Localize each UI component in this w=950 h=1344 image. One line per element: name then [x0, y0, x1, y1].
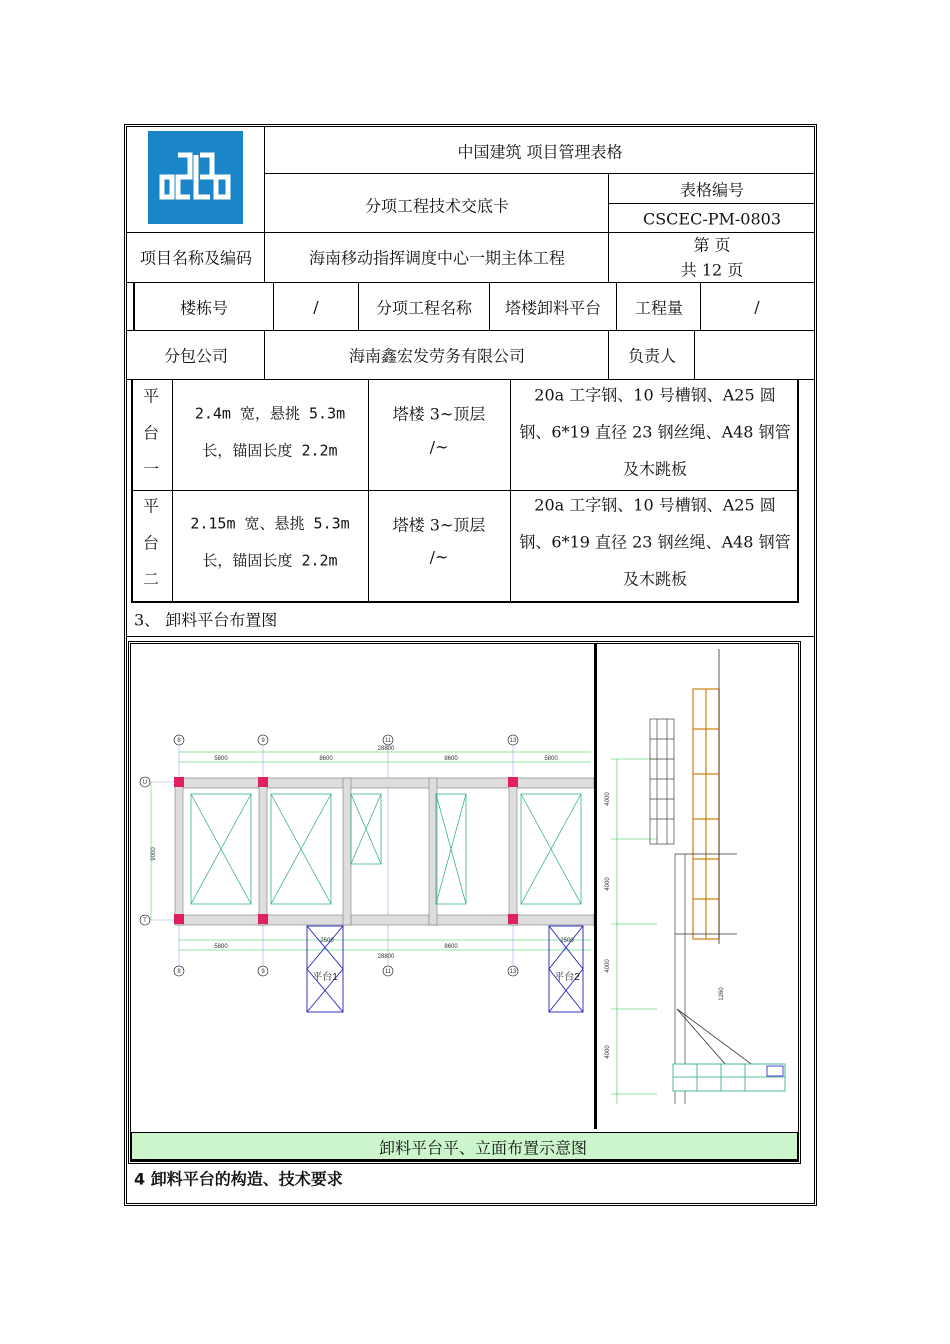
platform1-name-char1: 平: [142, 386, 160, 406]
dim-top-3: 8600: [444, 756, 458, 762]
elevation-drawing: [597, 644, 798, 1129]
card-title: 分项工程技术交底卡: [364, 196, 510, 216]
platform1-materials-line1: 20a 工字钢、10 号槽钢、A25 圆: [534, 385, 776, 405]
platform2-size-line2: 长，锚固长度 2.2m: [202, 551, 338, 570]
section4-title: 4 卸料平台的构造、技术要求: [134, 1169, 343, 1189]
dim-vertical: 9000: [151, 847, 157, 861]
platform2-materials-line2: 钢、6*19 直径 23 钢丝绳、A48 钢管: [519, 532, 791, 552]
quantity-label: 工程量: [634, 298, 684, 318]
subcontractor-label: 分包公司: [163, 346, 229, 366]
axis-label-8-bottom: 8: [177, 969, 181, 975]
elev-dim-4: 4000: [605, 1045, 611, 1059]
platform1-drawing-label: 平台1: [312, 972, 338, 983]
platform2-location-line1: 塔楼 3~顶层: [392, 515, 486, 535]
building-value: /: [313, 297, 319, 317]
platform2-name-char1: 平: [142, 496, 160, 516]
platform1-size-line2: 长，锚固长度 2.2m: [202, 441, 338, 460]
dim-bottom-1: 5800: [214, 944, 228, 950]
figure-caption: 卸料平台平、立面布置示意图: [378, 1138, 588, 1158]
platform1-name-char2: 台: [142, 423, 160, 443]
elev-dim-3: 4000: [605, 959, 611, 973]
form-no-value: CSCEC-PM-0803: [642, 209, 782, 229]
dim-bottom-2: 8600: [444, 944, 458, 950]
row-label-t: T: [143, 918, 147, 924]
axis-label-13-top: 13: [509, 738, 517, 744]
platform2-name-char3: 二: [142, 569, 160, 589]
platform1-materials-line2: 钢、6*19 直径 23 钢丝绳、A48 钢管: [519, 422, 791, 442]
elev-small-dim: 1260: [719, 987, 725, 1001]
platform2-name-char2: 台: [142, 533, 160, 553]
subcontractor-value: 海南鑫宏发劳务有限公司: [348, 346, 526, 366]
manager-label: 负责人: [627, 346, 677, 366]
axis-label-13-bottom: 13: [509, 969, 517, 975]
axis-label-11-bottom: 11: [384, 969, 392, 975]
plan-drawing: [131, 644, 594, 1129]
axis-label-8-top: 8: [177, 738, 181, 744]
platform1-location-line1: 塔楼 3~顶层: [392, 404, 486, 424]
cscec-logo-icon: [148, 131, 243, 224]
axis-label-9-bottom: 9: [261, 969, 265, 975]
platform1-location-line2: /~: [429, 437, 449, 457]
dim-total-bottom: 28800: [377, 954, 395, 960]
platform1-materials-line3: 及木跳板: [622, 459, 688, 479]
platform2-location-line2: /~: [429, 547, 449, 567]
project-label: 项目名称及编码: [139, 248, 253, 268]
section3-title: 3、 卸料平台布置图: [134, 610, 278, 630]
platform2-materials-line1: 20a 工字钢、10 号槽钢、A25 圆: [534, 495, 776, 515]
dim-top-4: 5800: [544, 756, 558, 762]
platform1-name-char3: 一: [142, 459, 160, 479]
cscec-logo: [148, 131, 243, 224]
platform2-dim: 2500: [560, 938, 574, 944]
platform2-materials-line3: 及木跳板: [622, 569, 688, 589]
page-number: 第 页: [693, 235, 731, 255]
dim-total-top: 28800: [377, 746, 395, 752]
project-name: 海南移动指挥调度中心一期主体工程: [308, 248, 566, 268]
elev-dim-2: 4000: [605, 877, 611, 891]
dim-top-1: 5800: [214, 756, 228, 762]
row-label-u: U: [142, 780, 148, 786]
building-label: 楼栋号: [179, 298, 229, 318]
platform2-size-line1: 2.15m 宽、悬挑 5.3m: [190, 514, 350, 533]
platform1-size-line1: 2.4m 宽，悬挑 5.3m: [194, 404, 346, 423]
axis-label-11-top: 11: [384, 738, 392, 744]
quantity-value: /: [754, 297, 760, 317]
elev-dim-1: 4000: [605, 792, 611, 806]
subitem-label: 分项工程名称: [375, 298, 473, 318]
form-no-label: 表格编号: [679, 180, 745, 200]
total-pages: 共 12 页: [680, 260, 744, 280]
axis-label-9-top: 9: [261, 738, 265, 744]
platform2-drawing-label: 平台2: [554, 972, 580, 983]
platform1-dim: 2500: [320, 938, 334, 944]
dim-top-2: 8600: [319, 756, 333, 762]
subitem-value: 塔楼卸料平台: [504, 298, 602, 318]
company-form-title: 中国建筑 项目管理表格: [457, 142, 623, 162]
